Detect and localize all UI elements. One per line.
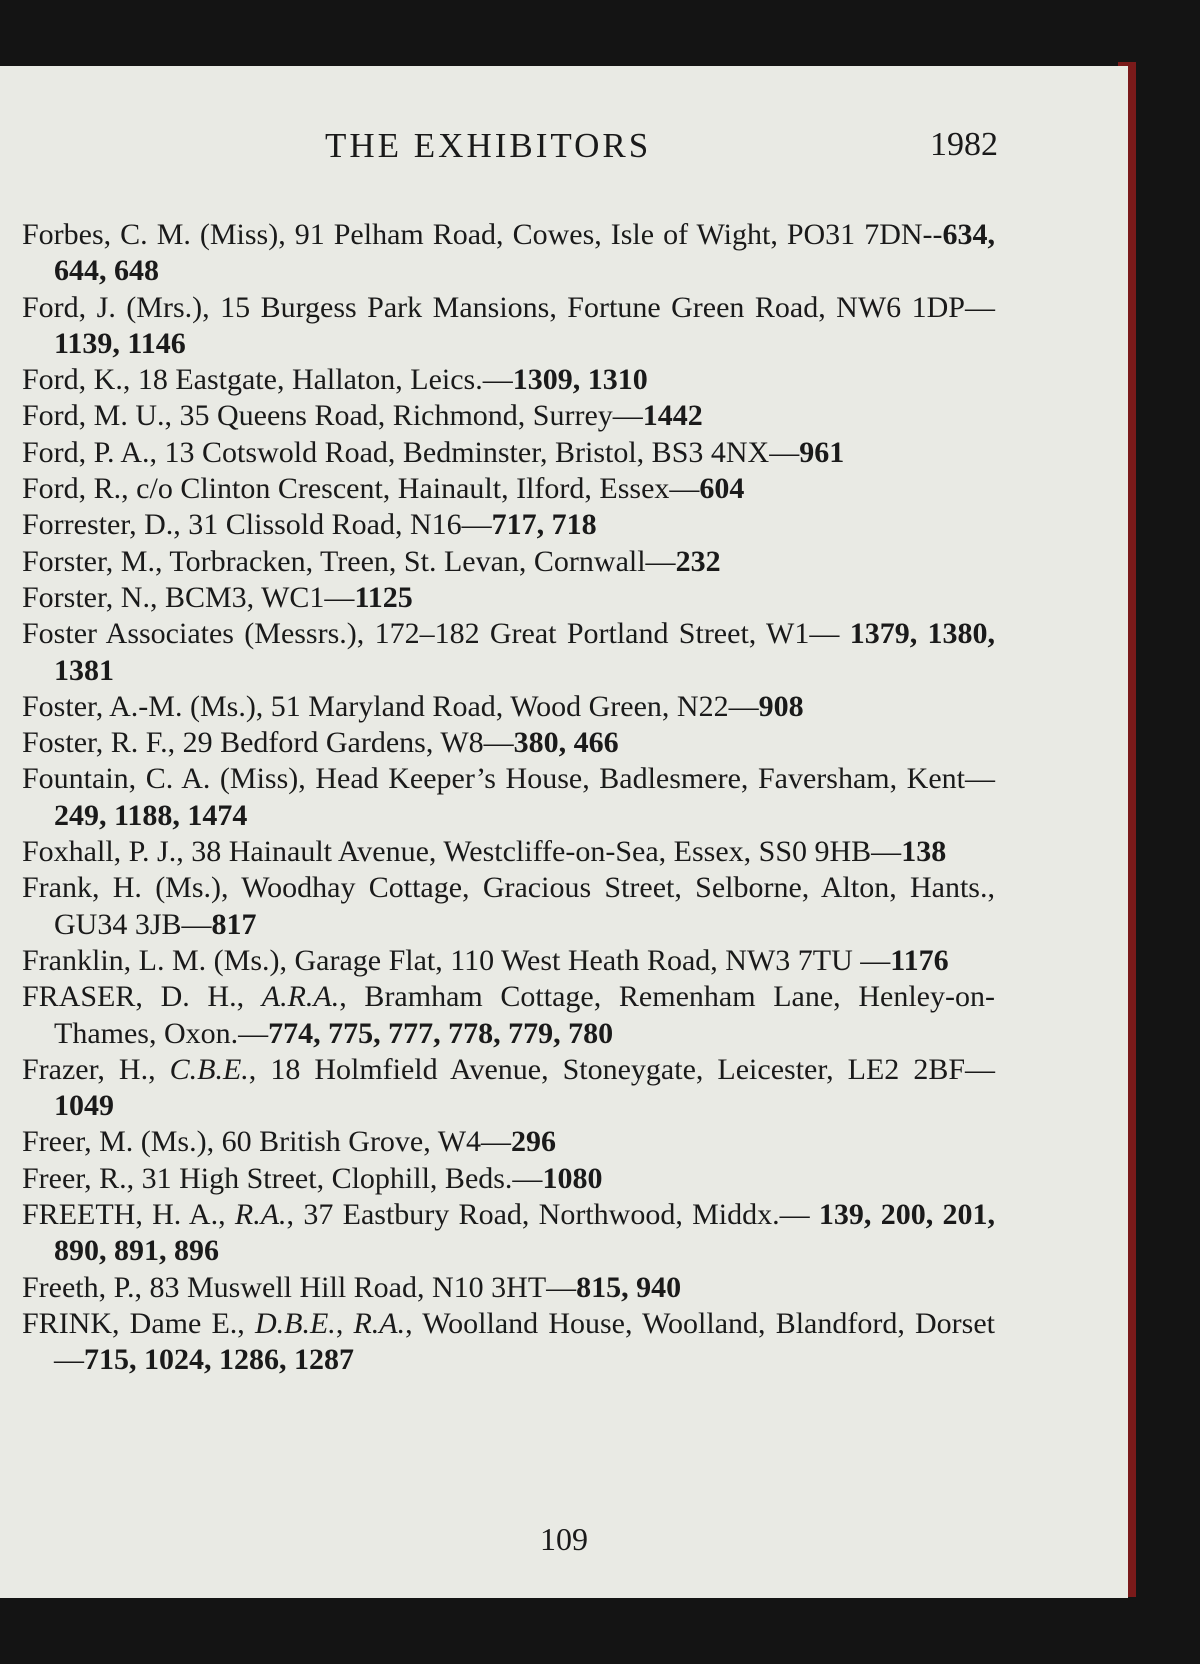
running-title: THE EXHIBITORS xyxy=(325,126,652,165)
entry-address: Ford, J. (Mrs.), 15 Burgess Park Mansions, Fortune Green Road, NW6 1DP— xyxy=(22,290,995,324)
entry-catalogue-numbers: 1379, 1380, 1381 xyxy=(54,617,996,687)
exhibitor-entry xyxy=(22,290,995,363)
entry-address: Foster, A.-M. (Ms.), 51 Maryland Road, Wood Green, N22— xyxy=(22,689,759,723)
entry-name: Frazer, H., xyxy=(22,1052,170,1086)
entry-address: Forster, M., Torbracken, Treen, St. Levan, Cornwall— xyxy=(22,544,676,578)
entry-address: Frank, H. (Ms.), Woodhay Cottage, Gracious Street, Selborne, Alton, Hants., GU34 3JB— xyxy=(22,871,995,941)
entry-address: Freer, R., 31 High Street, Clophill, Beds.— xyxy=(22,1161,543,1195)
page-number: 109 xyxy=(540,1521,588,1557)
entry-separator: , xyxy=(335,1306,354,1340)
exhibitor-entry xyxy=(22,979,995,1052)
entry-catalogue-numbers: 634, 644, 648 xyxy=(54,218,995,288)
entry-address: , 18 Holmfield Avenue, Stoneygate, Leicester, LE2 2BF— xyxy=(248,1052,996,1086)
entry-address: , Bramham Cottage, Remenham Lane, Henley-on-Thames, Oxon.— xyxy=(54,980,995,1050)
exhibitor-entry xyxy=(22,580,995,616)
exhibitor-entry xyxy=(22,507,995,543)
exhibitor-entry xyxy=(22,362,995,398)
entry-address: Foxhall, P. J., 38 Hainault Avenue, Westcliffe-on-Sea, Essex, SS0 9HB— xyxy=(22,835,902,869)
entry-catalogue-numbers: 1176 xyxy=(890,943,949,977)
entry-honour: R.A. xyxy=(234,1198,287,1232)
entry-catalogue-numbers: 1049 xyxy=(54,1089,114,1123)
entry-address: Forbes, C. M. (Miss), 91 Pelham Road, Cowes, Isle of Wight, PO31 7DN-- xyxy=(22,218,943,251)
entry-catalogue-numbers: 1125 xyxy=(354,580,413,614)
exhibitor-entry xyxy=(22,943,995,979)
entry-catalogue-numbers: 139, 200, 201, 890, 891, 896 xyxy=(54,1198,996,1268)
entry-catalogue-numbers: 232 xyxy=(675,544,721,578)
exhibitor-entry xyxy=(22,616,995,689)
entry-catalogue-numbers: 815, 940 xyxy=(576,1270,682,1304)
exhibitor-entry xyxy=(22,471,995,507)
entry-catalogue-numbers: 1309, 1310 xyxy=(512,363,648,397)
exhibitor-entry xyxy=(22,217,995,290)
entry-address: Foster Associates (Messrs.), 172–182 Great Portland Street, W1— xyxy=(22,617,850,651)
entry-address: , Woolland House, Woolland, Blandford, Dorset— xyxy=(54,1306,995,1377)
exhibitor-entry xyxy=(22,1197,995,1270)
exhibitor-entry xyxy=(22,1052,995,1125)
exhibitor-entry xyxy=(22,398,995,434)
entry-catalogue-numbers: 908 xyxy=(758,689,804,723)
entry-name: FREETH, H. A., xyxy=(22,1198,235,1232)
exhibitor-entry xyxy=(22,834,995,870)
entry-address: , 37 Eastbury Road, Northwood, Middx.— xyxy=(286,1198,819,1232)
entry-address: Ford, M. U., 35 Queens Road, Richmond, Surrey— xyxy=(22,399,643,433)
entry-catalogue-numbers: 817 xyxy=(211,907,257,941)
exhibitor-entry xyxy=(22,761,995,834)
entry-honour: C.B.E. xyxy=(169,1052,249,1086)
exhibitor-entry xyxy=(22,870,995,943)
entry-address: Ford, P. A., 13 Cotswold Road, Bedminster, Bristol, BS3 4NX— xyxy=(22,435,800,469)
header-year: 1982 xyxy=(930,126,998,163)
entry-address: Forrester, D., 31 Clissold Road, N16— xyxy=(22,508,492,542)
entry-catalogue-numbers: 380, 466 xyxy=(513,726,619,760)
entry-address: Ford, R., c/o Clinton Crescent, Hainault, Ilford, Essex— xyxy=(22,472,700,506)
entry-catalogue-numbers: 774, 775, 777, 778, 779, 780 xyxy=(268,1016,614,1050)
entry-catalogue-numbers: 1080 xyxy=(542,1161,603,1195)
running-header xyxy=(0,126,1128,170)
entry-address: Fountain, C. A. (Miss), Head Keeper’s House, Badlesmere, Faversham, Kent— xyxy=(22,762,995,796)
exhibitor-entry xyxy=(22,1124,995,1160)
entry-catalogue-numbers: 715, 1024, 1286, 1287 xyxy=(84,1343,354,1377)
exhibitor-entry xyxy=(22,1270,995,1306)
book-page xyxy=(0,66,1128,1598)
exhibitor-entry xyxy=(22,1306,995,1379)
entry-honour: A.R.A. xyxy=(261,980,340,1014)
entry-name: FRASER, D. H., xyxy=(22,980,262,1014)
exhibitor-entry xyxy=(22,544,995,580)
entry-name: FRINK, Dame E., xyxy=(22,1306,255,1340)
entry-honour: D.B.E. xyxy=(254,1306,336,1340)
entry-address: Foster, R. F., 29 Bedford Gardens, W8— xyxy=(22,726,514,760)
entry-address: Franklin, L. M. (Ms.), Garage Flat, 110 West Heath Road, NW3 7TU — xyxy=(22,943,891,977)
exhibitor-list xyxy=(22,217,995,1379)
exhibitor-entry xyxy=(22,435,995,471)
exhibitor-entry xyxy=(22,689,995,725)
entry-catalogue-numbers: 296 xyxy=(511,1125,557,1159)
entry-catalogue-numbers: 1442 xyxy=(642,399,703,433)
entry-catalogue-numbers: 717, 718 xyxy=(491,508,597,542)
entry-address: Freeth, P., 83 Muswell Hill Road, N10 3HT— xyxy=(22,1270,577,1304)
entry-catalogue-numbers: 138 xyxy=(901,835,947,869)
entry-catalogue-numbers: 1139, 1146 xyxy=(54,326,186,360)
exhibitor-entry xyxy=(22,1161,995,1197)
entry-address: Forster, N., BCM3, WC1— xyxy=(22,580,355,614)
entry-address: Ford, K., 18 Eastgate, Hallaton, Leics.— xyxy=(22,363,513,397)
entry-honour: R.A. xyxy=(353,1306,406,1340)
entry-catalogue-numbers: 604 xyxy=(699,472,745,506)
entry-catalogue-numbers: 249, 1188, 1474 xyxy=(54,798,248,832)
entry-catalogue-numbers: 961 xyxy=(799,435,845,469)
exhibitor-entry xyxy=(22,725,995,761)
entry-address: Freer, M. (Ms.), 60 British Grove, W4— xyxy=(22,1125,512,1159)
